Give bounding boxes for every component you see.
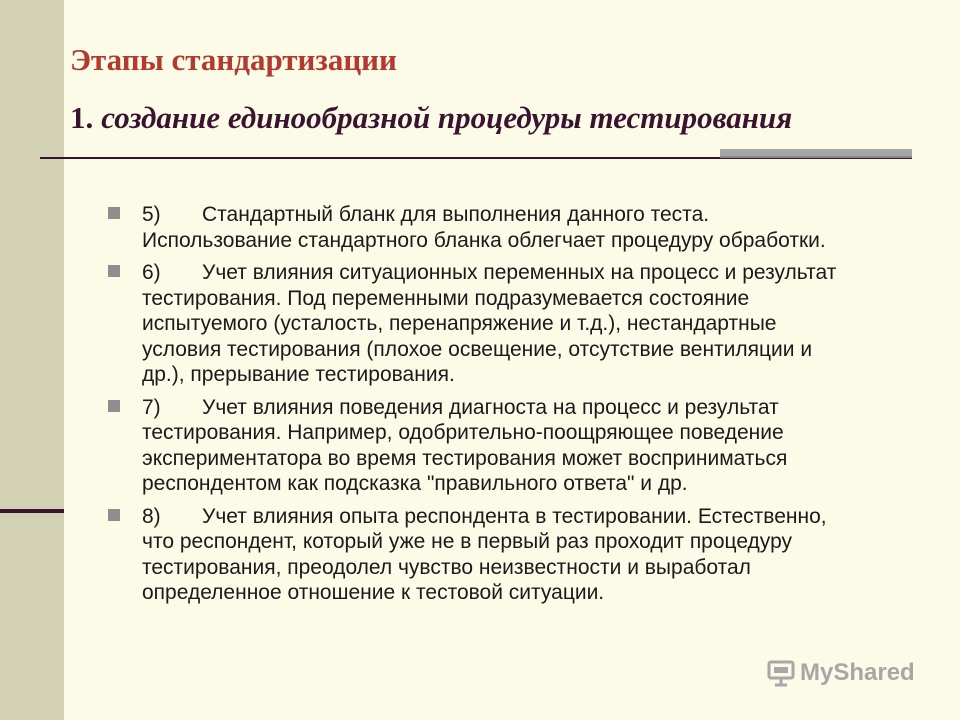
square-bullet-icon	[108, 509, 120, 521]
item-number: 7)	[142, 395, 161, 419]
left-decorative-bar	[0, 0, 64, 720]
slide-title: Этапы стандартизации	[70, 42, 397, 77]
square-bullet-icon	[108, 265, 120, 277]
watermark	[766, 658, 915, 688]
watermark-text: MyShared	[800, 659, 915, 686]
list-item	[108, 504, 858, 606]
title-accent-bar	[720, 149, 912, 158]
presentation-icon	[766, 658, 796, 688]
slide-subtitle	[70, 100, 792, 136]
item-text: Стандартный бланк для выполнения данного теста. Использование стандартного бланка облегчает процедуру обработки.	[142, 203, 826, 252]
subtitle-number: 1.	[70, 100, 94, 135]
item-number: 5)	[142, 203, 161, 226]
item-text: Учет влияния опыта респондента в тестировании. Естественно, что респондент, который уже не в первый раз проходит процедуру тестирования, преодолел чувство неизвестности и выработал определенное отношение к тестовой ситуации.	[142, 504, 827, 604]
list-item	[108, 260, 858, 388]
list-item	[108, 202, 858, 253]
list-item	[108, 395, 858, 497]
content-list	[108, 202, 858, 613]
item-number: 8)	[142, 504, 161, 528]
square-bullet-icon	[108, 207, 120, 219]
item-text: Учет влияния поведения диагноста на процесс и результат тестирования. Например, одобрительно-поощряющее поведение экспериментатора во время тестирования может восприниматься респондентом как подсказка "правильного ответа" и др.	[142, 395, 788, 495]
item-text: Учет влияния ситуационных переменных на процесс и результат тестирования. Под переменными подразумевается состояние испытуемого (усталость, перенапряжение и т.д.), нестандартные условия тестирования (плохое освещение, отсутствие вентиляции и др.), прерывание тестирования.	[142, 261, 837, 386]
subtitle-text: создание единообразной процедуры тестирования	[101, 100, 793, 135]
square-bullet-icon	[108, 400, 120, 412]
left-bar-rule	[0, 509, 64, 513]
item-number: 6)	[142, 261, 161, 284]
